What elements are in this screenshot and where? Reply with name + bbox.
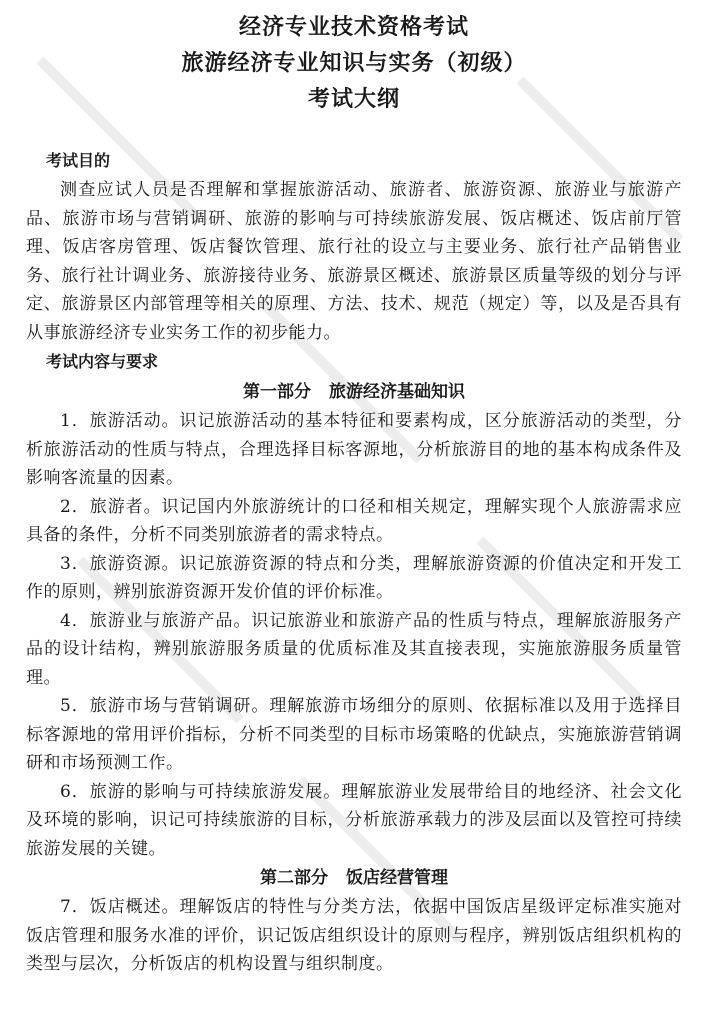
part1-item-1: 1．旅游活动。识记旅游活动的基本特征和要素构成，区分旅游活动的类型，分析旅游活动的性质与特点，合理选择目标客源地，分析旅游目的地的基本构成条件及影响客流量的因素。 xyxy=(26,411,682,488)
title-line-3: 考试大纲 xyxy=(307,87,400,112)
part1-item-4: 4．旅游业与旅游产品。识记旅游业和旅游产品的性质与特点，理解旅游服务产品的设计结构，辨别旅游服务质量的优质标准及其直接表现，实施旅游服务质量管理。 xyxy=(26,610,682,688)
part1-item-6: 6．旅游的影响与可持续旅游发展。理解旅游业发展带给目的地经济、社会文化及环境的影响，识记可持续旅游的目标，分析旅游承载力的涉及层面以及管控可持续旅游发展的关键。 xyxy=(26,781,682,859)
part2-label: 第二部分 xyxy=(260,868,328,888)
purpose-paragraph: 测查应试人员是否理解和掌握旅游活动、旅游者、旅游资源、旅游业与旅游产品、旅游市场与营销调研、旅游的影响与可持续旅游发展、饭店概述、饭店前厅管理、饭店客房管理、饭店餐饮管理、旅行社的设立与主要业务、旅行社产品销售业务、旅行社计调业务、旅游接待业务、旅游景区概述、旅游景区质量等级的划分与评定、旅游景区内部管理等相关的原理、方法、技术、规范（规定）等，以及是否具有从事旅游经济专业实务工作的初步能力。 xyxy=(26,180,682,343)
part1-title xyxy=(26,377,682,407)
part2-name: 饭店经营管理 xyxy=(346,868,448,888)
part2-title xyxy=(26,863,682,893)
part1-label: 第一部分 xyxy=(243,382,311,402)
title-line-1: 经济专业技术资格考试 xyxy=(238,15,469,40)
part1-item-5: 5．旅游市场与营销调研。理解旅游市场细分的原则、依据标准以及用于选择目标客源地的常用评价指标，分析不同类型的目标市场策略的优缺点，实施旅游营销调研和市场预测工作。 xyxy=(26,696,682,773)
part1-item-2: 2．旅游者。识记国内外旅游统计的口径和相关规定，理解实现个人旅游需求应具备的条件，分析不同类别旅游者的需求特点。 xyxy=(26,496,682,545)
part1-name: 旅游经济基础知识 xyxy=(329,382,465,402)
purpose-heading: 考试目的 xyxy=(46,151,111,170)
content-heading: 考试内容与要求 xyxy=(46,352,159,371)
part1-item-3: 3．旅游资源。识记旅游资源的特点和分类，理解旅游资源的价值决定和开发工作的原则，辨别旅游资源开发价值的评价标准。 xyxy=(26,553,682,602)
document-body xyxy=(0,146,708,979)
title-block xyxy=(0,0,708,118)
part2-item-7: 7．饭店概述。理解饭店的特性与分类方法，依据中国饭店星级评定标准实施对饭店管理和服务水准的评价，识记饭店组织设计的原则与程序，辨别饭店组织机构的类型与层次，分析饭店的机构设置与组织制度。 xyxy=(26,897,682,974)
title-line-2: 旅游经济专业知识与实务（初级） xyxy=(181,51,527,76)
